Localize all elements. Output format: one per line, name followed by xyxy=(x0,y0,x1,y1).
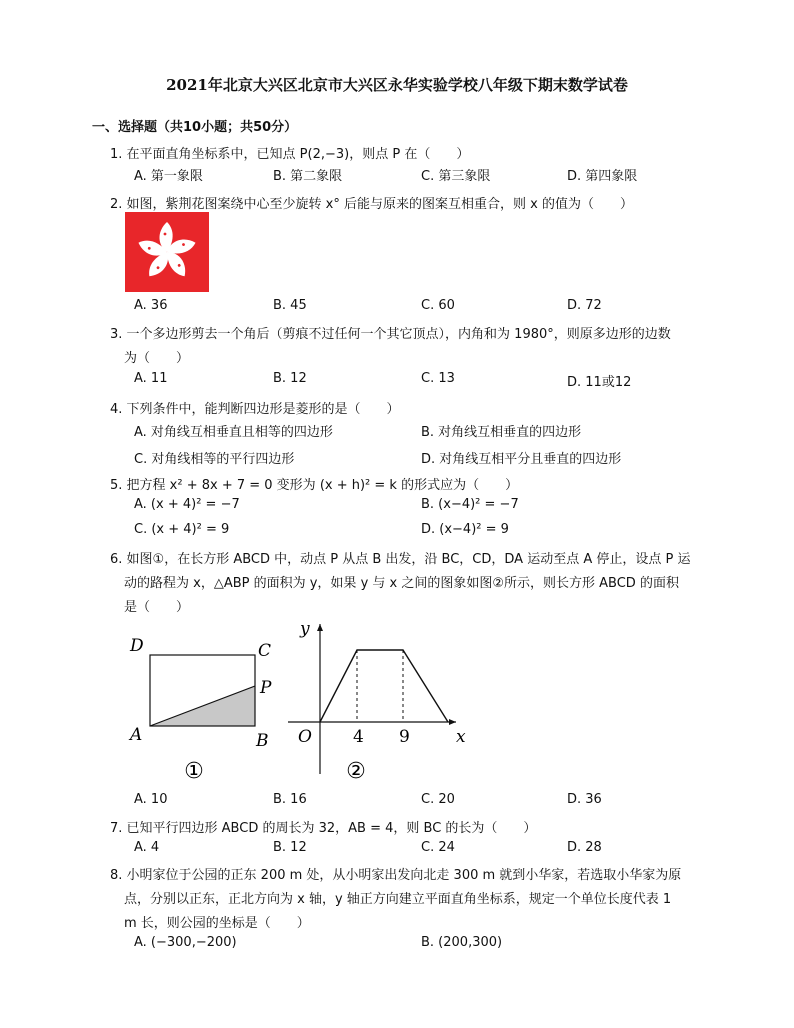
q1-option-b: B. 第二象限 xyxy=(273,169,343,184)
question-6-figure xyxy=(118,614,478,786)
section-heading: 一、选择题（共10小题；共50分） xyxy=(92,120,298,135)
q5-option-b: B. (x−4)² = −7 xyxy=(421,497,519,512)
q2-option-c: C. 60 xyxy=(421,298,455,313)
label-d: D xyxy=(130,636,144,656)
q1-option-a: A. 第一象限 xyxy=(134,169,203,184)
q1-option-d: D. 第四象限 xyxy=(567,169,638,184)
question-2-stem: 2. 如图，紫荆花图案绕中心至少旋转 x° 后能与原来的图案互相重合，则 x 的值为（ ） xyxy=(110,197,633,212)
label-b: B xyxy=(256,731,269,751)
graph-figure xyxy=(288,619,466,784)
question-1-stem: 1. 在平面直角坐标系中，已知点 P(2,−3)，则点 P 在（ ） xyxy=(110,147,470,162)
q4-option-d: D. 对角线互相平分且垂直的四边形 xyxy=(421,452,622,467)
q5-option-a: A. (x + 4)² = −7 xyxy=(134,497,240,512)
q6-option-b: B. 16 xyxy=(273,792,307,807)
hong-kong-flag-image xyxy=(125,212,209,292)
q8-option-b: B. (200,300) xyxy=(421,935,503,950)
q6-option-c: C. 20 xyxy=(421,792,455,807)
question-4-stem: 4. 下列条件中，能判断四边形是菱形的是（ ） xyxy=(110,402,400,417)
caption-figure-1: ① xyxy=(184,759,204,784)
q2-option-a: A. 36 xyxy=(134,298,168,313)
q7-option-b: B. 12 xyxy=(273,840,307,855)
y-axis-arrow xyxy=(317,624,323,631)
q3-option-a: A. 11 xyxy=(134,371,168,386)
question-8-stem-line1: 8. 小明家位于公园的正东 200 m 处，从小明家出发向北走 300 m 就到小华家，若选取小华家为原 xyxy=(110,868,682,883)
q4-option-a: A. 对角线互相垂直且相等的四边形 xyxy=(134,425,333,440)
question-6-stem-line3: 是（ ） xyxy=(124,600,190,615)
q6-option-a: A. 10 xyxy=(134,792,168,807)
question-8-stem-line2: 点，分别以正东，正北方向为 x 轴，y 轴正方向建立平面直角坐标系，规定一个单位长度代表 1 xyxy=(124,892,672,907)
rectangle-figure xyxy=(128,636,272,784)
question-3-stem-line1: 3. 一个多边形剪去一个角后（剪痕不过任何一个其它顶点），内角和为 1980°，则原多边形的边数 xyxy=(110,327,671,342)
q4-option-c: C. 对角线相等的平行四边形 xyxy=(134,452,295,467)
x-axis-arrow xyxy=(449,719,456,725)
question-6-stem-line2: 动的路程为 x，△ABP 的面积为 y，如果 y 与 x 之间的图象如图②所示，则长方形 ABCD 的面积 xyxy=(124,576,679,591)
q3-option-c: C. 13 xyxy=(421,371,455,386)
tick-label-9: 9 xyxy=(399,727,410,747)
label-p: P xyxy=(260,678,272,698)
label-origin: O xyxy=(298,727,312,747)
question-6-stem-line1: 6. 如图①，在长方形 ABCD 中，动点 P 从点 B 出发，沿 BC，CD，DA 运动至点 A 停止，设点 P 运 xyxy=(110,552,691,567)
label-a: A xyxy=(130,725,143,745)
q5-option-d: D. (x−4)² = 9 xyxy=(421,522,509,537)
label-x-axis: x xyxy=(456,727,466,747)
page-title: 2021年北京大兴区北京市大兴区永华实验学校八年级下期末数学试卷 xyxy=(166,76,628,94)
q1-option-c: C. 第三象限 xyxy=(421,169,491,184)
q6-option-d: D. 36 xyxy=(567,792,602,807)
q3-option-b: B. 12 xyxy=(273,371,307,386)
q2-option-d: D. 72 xyxy=(567,298,602,313)
q7-option-a: A. 4 xyxy=(134,840,160,855)
q7-option-c: C. 24 xyxy=(421,840,455,855)
question-8-stem-line3: m 长，则公园的坐标是（ ） xyxy=(124,916,310,931)
q4-option-b: B. 对角线互相垂直的四边形 xyxy=(421,425,582,440)
label-c: C xyxy=(258,641,272,661)
q8-option-a: A. (−300,−200) xyxy=(134,935,237,950)
q3-option-d: D. 11或12 xyxy=(567,375,632,390)
q5-option-c: C. (x + 4)² = 9 xyxy=(134,522,230,537)
q2-option-b: B. 45 xyxy=(273,298,307,313)
question-5-stem: 5. 把方程 x² + 8x + 7 = 0 变形为 (x + h)² = k 的形式应为（ ） xyxy=(110,478,519,493)
caption-figure-2: ② xyxy=(346,759,366,784)
question-7-stem: 7. 已知平行四边形 ABCD 的周长为 32，AB = 4，则 BC 的长为（ ） xyxy=(110,821,537,836)
label-y-axis: y xyxy=(300,619,310,639)
tick-label-4: 4 xyxy=(353,727,364,747)
graph-line xyxy=(320,650,448,722)
question-3-stem-line2: 为（ ） xyxy=(124,351,190,366)
q7-option-d: D. 28 xyxy=(567,840,602,855)
